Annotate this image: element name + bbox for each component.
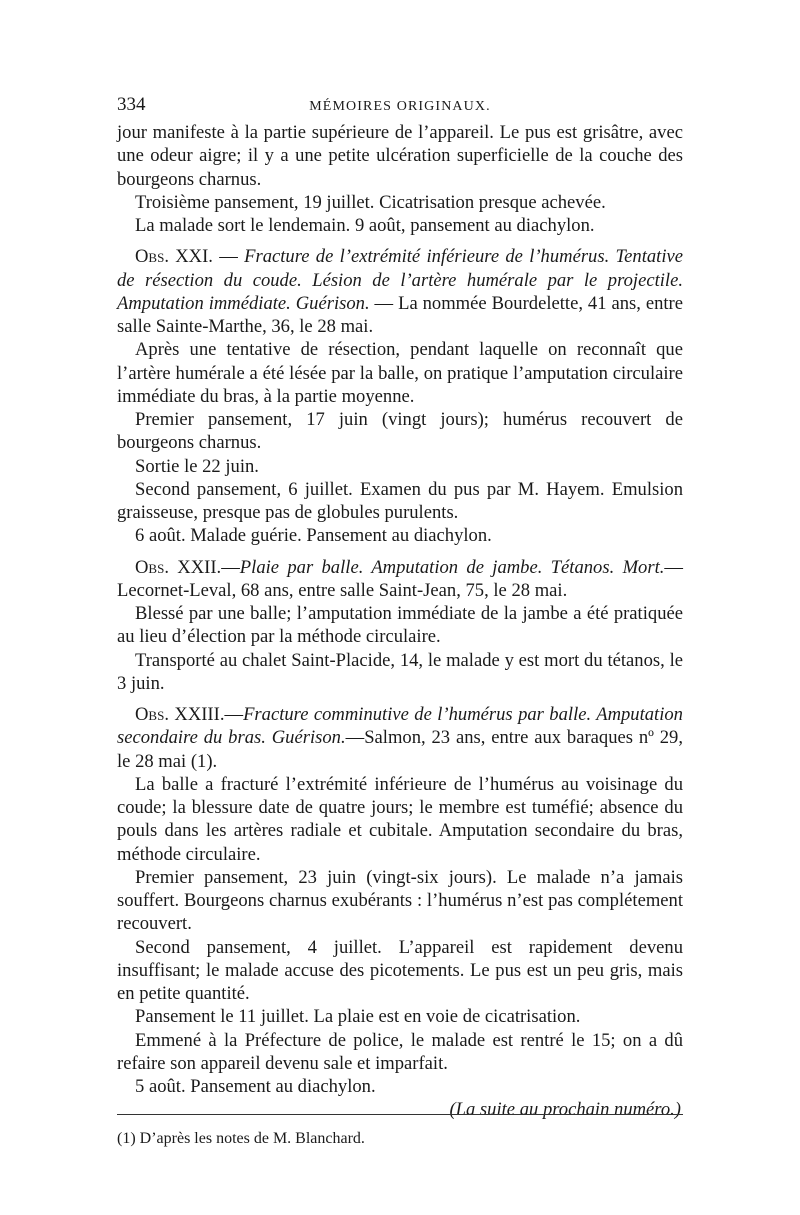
observation-title: Fracture comminutive de l’humérus par balle. Amputation secondaire du bras. Guérison.	[117, 704, 683, 749]
observation-text: — La nommée Bourdelette, 41 ans, entre salle Sainte-Marthe, 36, le 28 mai.	[117, 292, 683, 337]
paragraph: Second pansement, 4 juillet. L’appareil est rapidement devenu insuffisant; le malade accuse des picotements. Le pus est un peu gris, mais en petite quantité.	[117, 936, 683, 1004]
observation-title: Fracture de l’extrémité inférieure de l’humérus. Tentative de résection du coude. Lésion de l’artère humérale par le projectile. Amputation immédiate. Guérison.	[117, 246, 684, 314]
paragraph: Sortie le 22 juin.	[135, 455, 259, 477]
paragraph: jour manifeste à la partie supérieure de l’appareil. Le pus est grisâtre, avec une odeur aigre; il y a une petite ulcération superficielle de la couche des bourgeons charnus.	[117, 122, 683, 190]
paragraph: Transporté au chalet Saint-Placide, 14, le malade y est mort du tétanos, le 3 juin.	[117, 649, 683, 694]
observation-23	[117, 703, 683, 773]
paragraph: Premier pansement, 23 juin (vingt-six jours). Le malade n’a jamais souffert. Bourgeons charnus exubérants : l’humérus n’est pas complétement recouvert.	[117, 866, 683, 935]
running-title: MÉMOIRES ORIGINAUX.	[309, 99, 491, 114]
paragraph: Après une tentative de résection, pendant laquelle on reconnaît que l’artère humérale a été lésée par la balle, on pratique l’amputation circulaire immédiate du bras, à la partie moyenne.	[117, 339, 683, 407]
paragraph: Premier pansement, 17 juin (vingt jours); humérus recouvert de bourgeons charnus.	[117, 409, 683, 454]
observation-label: Obs. XXIII.	[135, 704, 225, 725]
paragraph: 5 août. Pansement au diachylon.	[135, 1076, 376, 1097]
observation-text: —Salmon, 23 ans, entre aux baraques nº 29, le 28 mai (1).	[117, 727, 684, 772]
observation-21	[117, 245, 683, 338]
paragraph: Emmené à la Préfecture de police, le malade est rentré le 15; on a dû refaire son appareil devenu sale et imparfait.	[117, 1029, 683, 1074]
dash: —	[221, 556, 240, 578]
observation-text: — Lecornet-Leval, 68 ans, entre salle Saint-Jean, 75, le 28 mai.	[117, 556, 683, 601]
page-number: 334	[117, 94, 146, 115]
continuation-note: (La suite au prochain numéro.)	[449, 1099, 681, 1121]
dash: —	[224, 704, 244, 725]
observation-label: Obs. XXII.	[135, 556, 222, 578]
dash: —	[212, 246, 245, 268]
observation-22	[117, 556, 683, 603]
footnote-divider	[117, 1114, 683, 1115]
paragraph: La malade sort le lendemain. 9 août, pansement au diachylon.	[135, 215, 595, 236]
page-header	[117, 93, 683, 119]
page-text	[117, 93, 683, 1122]
observation-label: Obs. XXI.	[135, 246, 213, 268]
paragraph: La balle a fracturé l’extrémité inférieure de l’humérus au voisinage du coude; la blessure date de quatre jours; le membre est tuméfié; absence du pouls dans les artères radiale et cubitale. Amputation secondaire du bras, méthode circulaire.	[117, 773, 683, 865]
paragraph: Blessé par une balle; l’amputation immédiate de la jambe a été pratiquée au lieu d’élection par la méthode circulaire.	[117, 603, 683, 648]
observation-title: Plaie par balle. Amputation de jambe. Tétanos. Mort.	[239, 556, 665, 578]
footnote: (1) D’après les notes de M. Blanchard.	[117, 1130, 365, 1147]
paragraph: Pansement le 11 juillet. La plaie est en voie de cicatrisation.	[135, 1006, 581, 1028]
paragraph: 6 août. Malade guérie. Pansement au diachylon.	[135, 525, 492, 547]
paragraph: Second pansement, 6 juillet. Examen du pus par M. Hayem. Emulsion graisseuse, presque pas de globules purulents.	[117, 478, 683, 523]
paragraph: Troisième pansement, 19 juillet. Cicatrisation presque achevée.	[135, 191, 606, 213]
